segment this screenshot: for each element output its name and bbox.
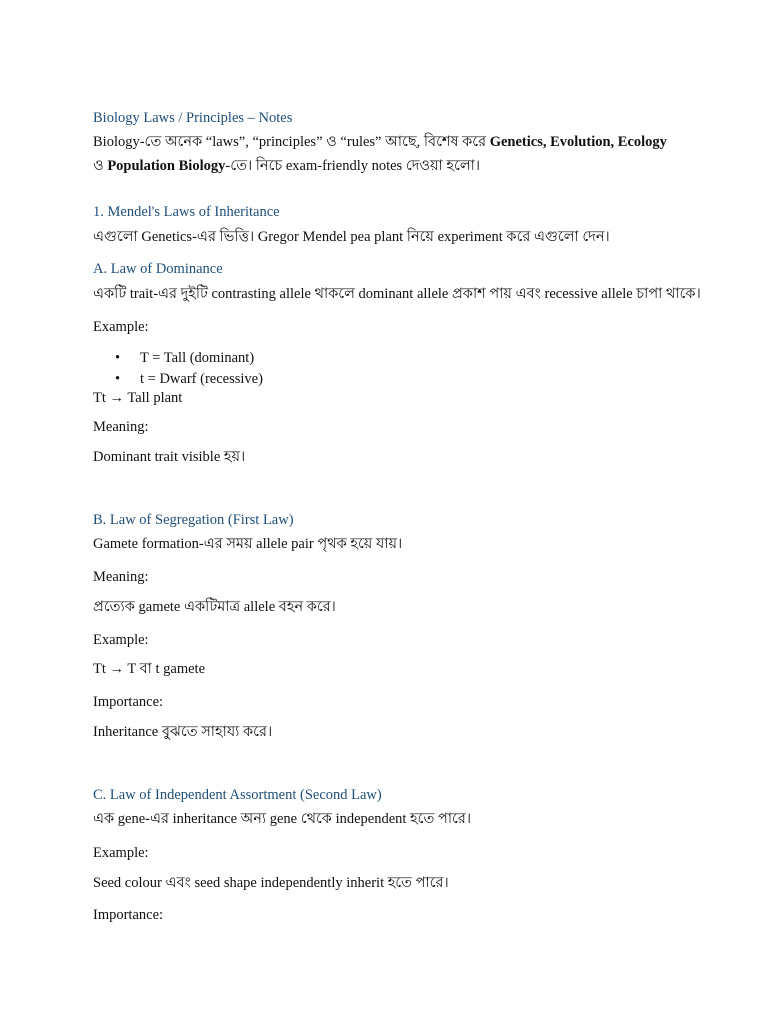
law-b-meaning: প্রত্যেক gamete একটিমাত্র allele বহন করে। <box>93 599 336 615</box>
law-a-meaning-label: Meaning: <box>93 419 149 435</box>
law-a-example-label: Example: <box>93 319 149 335</box>
law-c-example-label: Example: <box>93 845 149 861</box>
law-c-example: Seed colour এবং seed shape independently inherit হতে পারে। <box>93 875 449 891</box>
intro-line-1 <box>93 133 667 151</box>
law-c-description: এক gene-এর inheritance অন্য gene থেকে independent হতে পারে। <box>93 811 472 827</box>
law-b-example-label: Example: <box>93 632 149 648</box>
law-c-heading: C. Law of Independent Assortment (Second Law) <box>93 787 382 803</box>
intro-text: Biology-তে অনেক “laws”, “principles” ও “rules” আছে, বিশেষ করে <box>93 134 490 150</box>
law-a-meaning: Dominant trait visible হয়। <box>93 449 246 465</box>
law-a-description: একটি trait-এর দুইটি contrasting allele থাকলে dominant allele প্রকাশ পায় এবং recessive allele চাপা থাকে। <box>93 286 701 302</box>
law-b-description: Gamete formation-এর সময় allele pair পৃথক হয়ে যায়। <box>93 536 403 552</box>
section-description: এগুলো Genetics-এর ভিত্তি। Gregor Mendel pea plant নিয়ে experiment করে এগুলো দেন। <box>93 229 610 245</box>
intro-text: ও <box>93 158 108 174</box>
law-b-example: Tt → T বা t gamete <box>93 661 206 677</box>
list-item: T = Tall (dominant) <box>140 350 255 366</box>
law-b-meaning-label: Meaning: <box>93 569 149 585</box>
law-c-importance-label: Importance: <box>93 907 164 923</box>
list-item: t = Dwarf (recessive) <box>140 371 263 387</box>
law-b-importance: Inheritance বুঝতে সাহায্য করে। <box>93 724 273 740</box>
intro-text: -তে। নিচে exam-friendly notes দেওয়া হলো। <box>225 158 481 174</box>
bullet-icon: • <box>115 350 121 366</box>
page-title: Biology Laws / Principles – Notes <box>93 110 293 126</box>
law-b-heading: B. Law of Segregation (First Law) <box>93 512 294 528</box>
intro-bold-topics: Genetics, Evolution, Ecology <box>489 134 667 150</box>
law-a-result: Tt → Tall plant <box>93 390 183 406</box>
bullet-icon: • <box>115 371 121 387</box>
law-a-heading: A. Law of Dominance <box>93 261 223 277</box>
intro-bold-topic: Population Biology <box>107 158 226 174</box>
law-b-importance-label: Importance: <box>93 694 164 710</box>
intro-line-2 <box>93 157 480 175</box>
section-heading: 1. Mendel's Laws of Inheritance <box>93 204 280 220</box>
